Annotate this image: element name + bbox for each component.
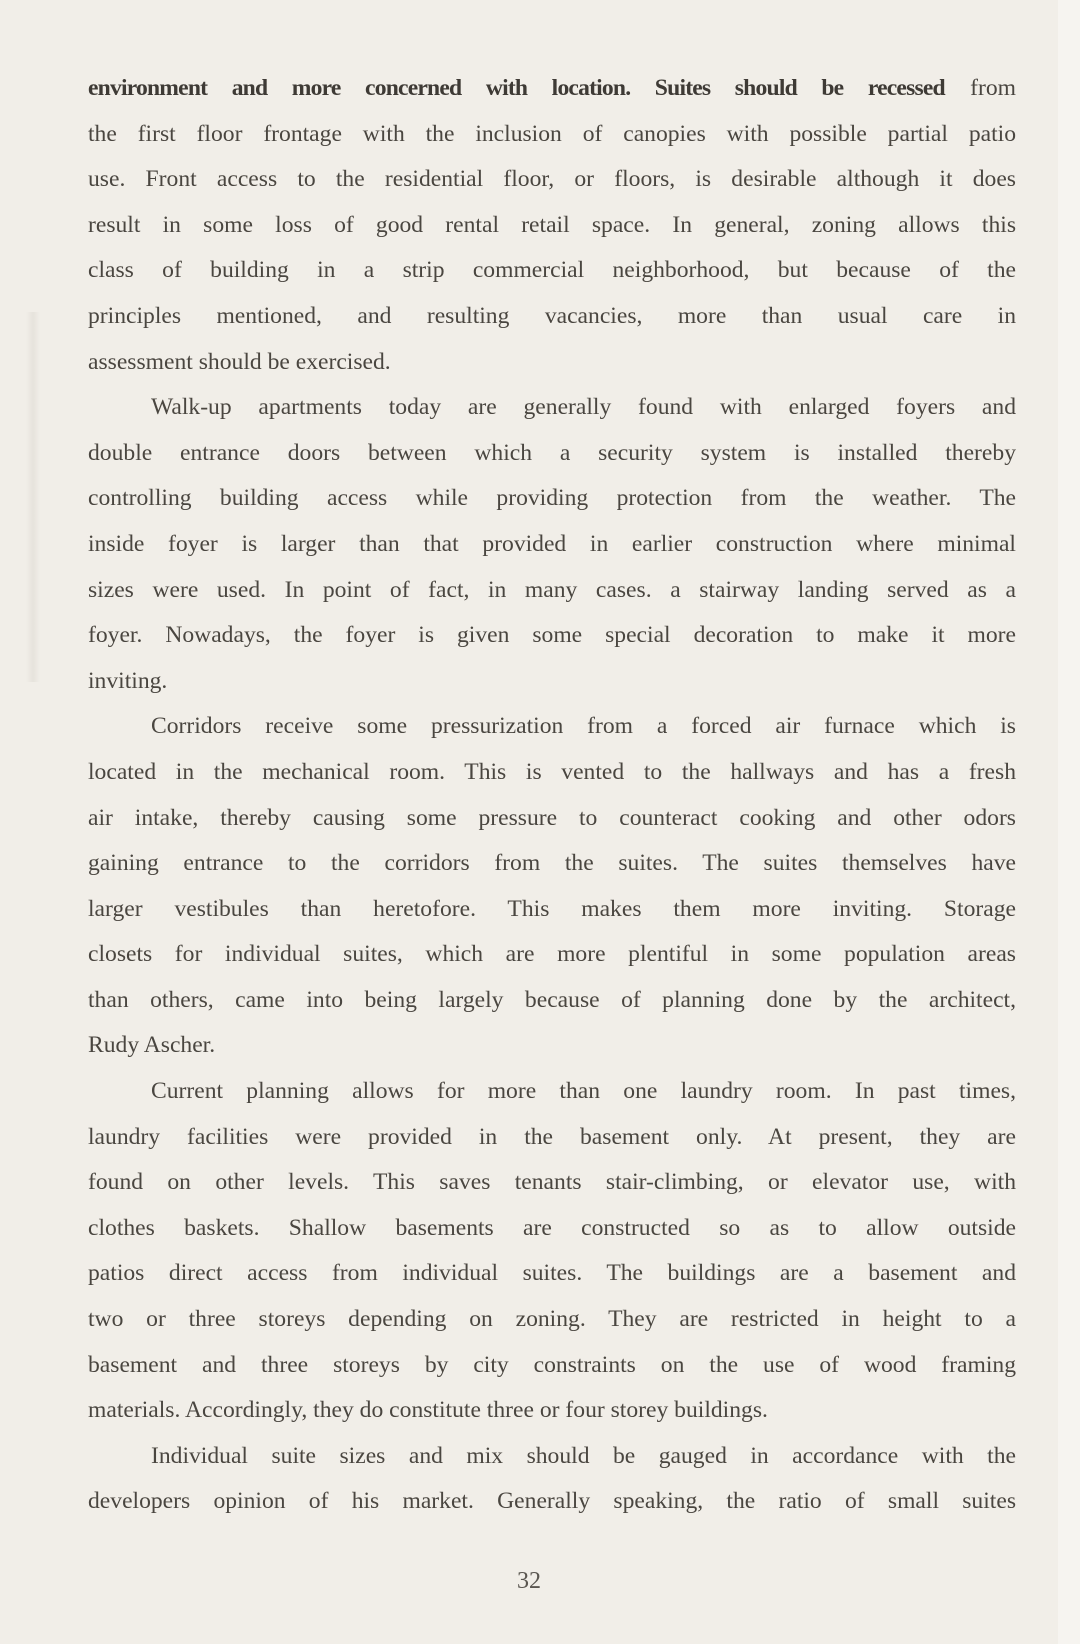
paragraph-3 [88, 704, 1016, 1069]
text-line: the first floor frontage with the inclusion of canopies with possible partial patio [88, 120, 1016, 147]
text-line: found on other levels. This saves tenants stair-climbing, or elevator use, with [88, 1169, 1016, 1196]
text-line: double entrance doors between which a security system is installed thereby [88, 439, 1016, 466]
body-text [88, 66, 1016, 1525]
text-line: Current planning allows for more than one laundry room. In past times, [151, 1078, 1016, 1105]
page-shadow [26, 312, 40, 682]
text-line: larger vestibules than heretofore. This makes them more inviting. Storage [88, 895, 1016, 922]
text-line: foyer. Nowadays, the foyer is given some special decoration to make it more [88, 622, 1016, 649]
page-number: 32 [517, 1568, 541, 1594]
text-run: from [944, 75, 1016, 101]
text-line: developers opinion of his market. Generally speaking, the ratio of small suites [88, 1488, 1016, 1515]
bold-text-run: environment and more concerned with location. Suites should be recessed [88, 75, 945, 101]
text-line: class of building in a strip commercial neighborhood, but because of the [88, 257, 1016, 284]
text-line: basement and three storeys by city constraints on the use of wood framing [88, 1351, 1016, 1378]
text-line: controlling building access while providing protection from the weather. The [88, 485, 1016, 512]
text-line: use. Front access to the residential floor, or floors, is desirable although it does [88, 166, 1016, 193]
text-line: inviting. [88, 667, 168, 694]
paragraph-4 [88, 1069, 1016, 1434]
text-line: assessment should be exercised. [88, 348, 391, 375]
text-line: sizes were used. In point of fact, in many cases. a stairway landing served as a [88, 576, 1016, 603]
text-line: laundry facilities were provided in the basement only. At present, they are [88, 1123, 1016, 1150]
text-line: two or three storeys depending on zoning. They are restricted in height to a [88, 1306, 1016, 1333]
text-line: inside foyer is larger than that provided in earlier construction where minimal [88, 530, 1016, 557]
paragraph-5 [88, 1434, 1016, 1525]
text-line: materials. Accordingly, they do constitute three or four storey buildings. [88, 1397, 768, 1424]
text-line: clothes baskets. Shallow basements are constructed so as to allow outside [88, 1214, 1016, 1241]
text-line: closets for individual suites, which are more plentiful in some population areas [88, 941, 1016, 968]
page-edge [1058, 0, 1080, 1644]
text-line: result in some loss of good rental retail space. In general, zoning allows this [88, 211, 1016, 238]
text-line: Rudy Ascher. [88, 1032, 216, 1059]
text-line: Corridors receive some pressurization from a forced air furnace which is [151, 713, 1016, 740]
text-line: principles mentioned, and resulting vacancies, more than usual care in [88, 302, 1016, 329]
text-line: air intake, thereby causing some pressure to counteract cooking and other odors [88, 804, 1016, 831]
text-line: Individual suite sizes and mix should be gauged in accordance with the [151, 1442, 1016, 1469]
paragraph-1 [88, 66, 1016, 385]
paragraph-2 [88, 385, 1016, 704]
text-line: gaining entrance to the corridors from the suites. The suites themselves have [88, 850, 1016, 877]
text-line: patios direct access from individual suites. The buildings are a basement and [88, 1260, 1016, 1287]
text-line: than others, came into being largely because of planning done by the architect, [88, 986, 1016, 1013]
text-line: Walk-up apartments today are generally found with enlarged foyers and [151, 394, 1016, 421]
text-line [88, 66, 1016, 112]
text-line: located in the mechanical room. This is vented to the hallways and has a fresh [88, 758, 1016, 785]
